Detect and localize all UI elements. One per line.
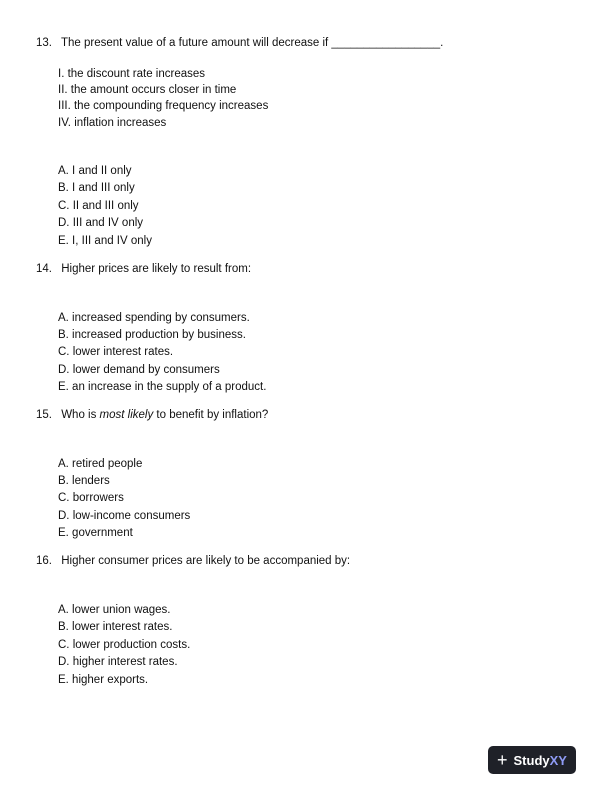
plus-icon: + [497, 750, 508, 770]
question-16 [36, 555, 350, 567]
statement-4: IV. inflation increases [58, 117, 167, 129]
question-13 [36, 37, 443, 49]
option-d: D. III and IV only [58, 217, 144, 229]
option-a: A. retired people [58, 458, 143, 470]
option-b: B. lower interest rates. [58, 621, 173, 633]
question-number: 13. [36, 37, 52, 49]
option-b: B. lenders [58, 475, 110, 487]
statement-2: II. the amount occurs closer in time [58, 84, 237, 96]
option-e: E. I, III and IV only [58, 235, 152, 247]
question-text: Higher consumer prices are likely to be accompanied by: [61, 555, 351, 567]
option-b: B. increased production by business. [58, 329, 246, 341]
option-a: A. increased spending by consumers. [58, 312, 250, 324]
question-text: Higher prices are likely to result from: [61, 263, 252, 275]
question-14 [36, 263, 251, 275]
question-number: 14. [36, 263, 52, 275]
brand-name: StudyXY [513, 752, 567, 768]
statement-1: I. the discount rate increases [58, 68, 206, 80]
option-d: D. higher interest rates. [58, 656, 178, 668]
option-b: B. I and III only [58, 182, 135, 194]
option-c: C. lower interest rates. [58, 346, 174, 358]
question-15 [36, 409, 268, 421]
option-d: D. low-income consumers [58, 510, 191, 522]
option-d: D. lower demand by consumers [58, 364, 220, 376]
option-c: C. II and III only [58, 200, 139, 212]
option-e: E. higher exports. [58, 674, 149, 686]
option-a: A. lower union wages. [58, 604, 171, 616]
option-c: C. borrowers [58, 492, 124, 504]
question-text: The present value of a future amount will decrease if _________________. [61, 37, 444, 49]
emphasis-text: most likely [99, 409, 154, 421]
option-e: E. an increase in the supply of a product. [58, 381, 267, 393]
option-e: E. government [58, 527, 133, 539]
question-number: 15. [36, 409, 52, 421]
option-a: A. I and II only [58, 165, 132, 177]
statement-3: III. the compounding frequency increases [58, 100, 269, 112]
question-number: 16. [36, 555, 52, 567]
question-text: Who is most likely to benefit by inflation? [61, 409, 269, 421]
option-c: C. lower production costs. [58, 639, 191, 651]
studyxy-logo [488, 746, 576, 774]
